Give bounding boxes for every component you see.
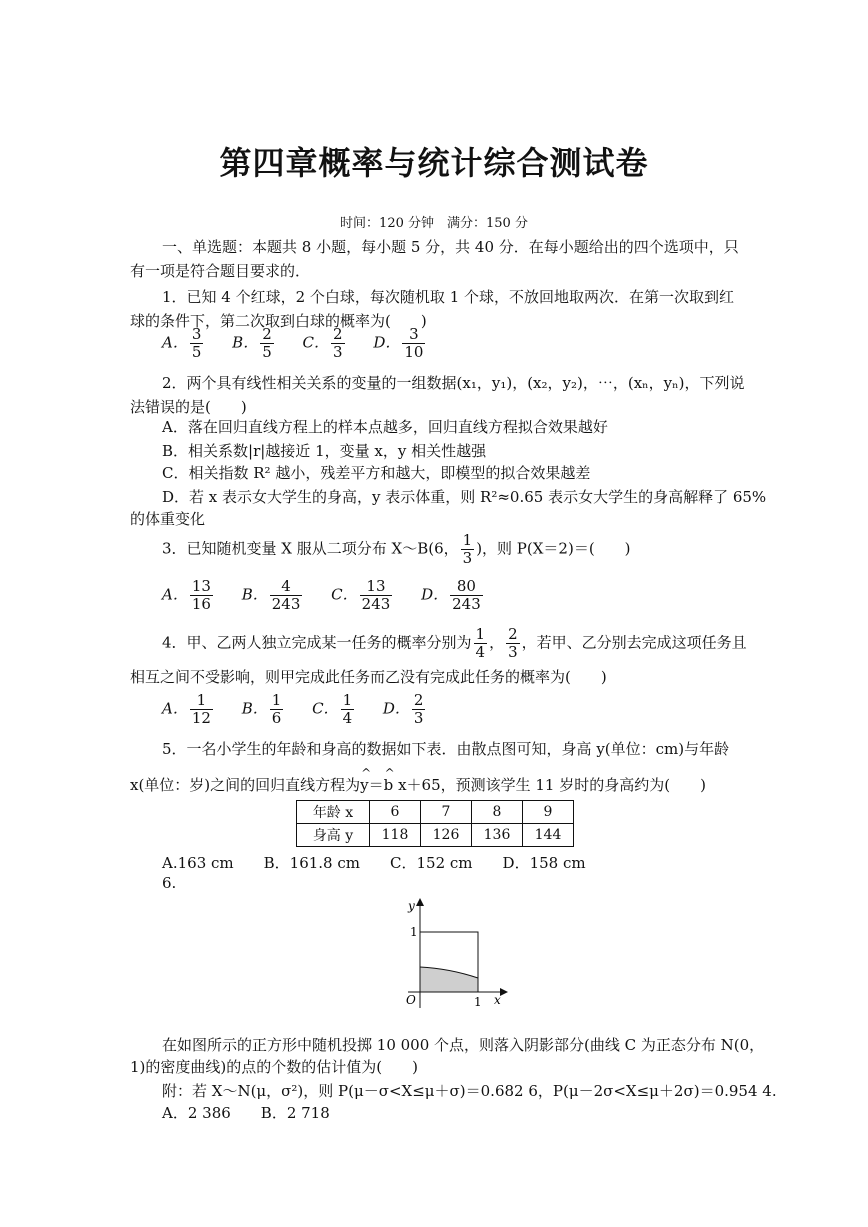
q2-line1: 2．两个具有线性相关关系的变量的一组数据(x₁，y₁)，(x₂，y₂)，⋯，(xₙ，yₙ)，下列说	[162, 374, 745, 392]
q3-option-a: A． $\frac{13}{16}$	[162, 577, 211, 613]
q3-option-c: C． $\frac{13}{243}$	[331, 577, 391, 613]
q5-line1: 5．一名小学生的年龄和身高的数据如下表．由散点图可知，身高 y(单位：cm)与年龄	[162, 740, 730, 758]
q1-line1: 1．已知 4 个红球，2 个白球，每次随机取 1 个球，不放回地取两次．在第一次取到红	[162, 288, 735, 306]
table-cell: 136	[472, 824, 523, 847]
q3-option-d: D． $\frac{80}{243}$	[421, 577, 481, 613]
y-axis-arrow	[416, 898, 424, 906]
q6-line1: 在如图所示的正方形中随机投掷 10 000 个点，则落入阴影部分(曲线 C 为正态分布 N(0，	[162, 1036, 765, 1054]
q2-option-a: A．落在回归直线方程上的样本点越多，回归直线方程拟合效果越好	[162, 418, 608, 436]
q6-options	[162, 1102, 330, 1123]
q5-options	[162, 852, 586, 873]
q5-option-b: B．161.8 cm	[263, 854, 360, 872]
table-row	[297, 824, 574, 847]
q1-option-b: B． $\frac{2}{5}$	[232, 325, 272, 361]
page-title: 第四章概率与统计综合测试卷	[219, 144, 649, 182]
table-cell: 7	[421, 801, 472, 824]
table-cell: 9	[523, 801, 574, 824]
q6-line2: 1)的密度曲线)的点的个数的估计值为( )	[130, 1058, 418, 1076]
q4-option-a: A． $\frac{1}{12}$	[162, 691, 211, 727]
q5-option-a: A.163 cm	[162, 854, 234, 872]
y-axis-label: y	[408, 899, 415, 913]
q4-option-c: C． $\frac{1}{4}$	[312, 691, 353, 727]
q2-option-b: B．相关系数|r|越接近 1，变量 x，y 相关性越强	[162, 442, 487, 460]
q2-option-d-line2: 的体重变化	[130, 510, 206, 528]
q2-option-c: C．相关指数 R² 越小，残差平方和越大，即模型的拟合效果越差	[162, 464, 591, 482]
q1-option-c: C． $\frac{2}{3}$	[302, 325, 343, 361]
q6-number: 6.	[162, 874, 177, 892]
q5-line2: x(单位：岁)之间的回归直线方程为^ y＝^ b x＋65，预测该学生 11 岁时的身高约为( )	[130, 774, 706, 795]
q4-option-b: B． $\frac{1}{6}$	[241, 691, 282, 727]
q4-line1: 4．甲、乙两人独立完成某一任务的概率分别为 $\frac{1}{4}$ ， $\frac{2}{3}$ ，若甲、乙分别去完成这项任务且	[162, 625, 747, 661]
exam-meta: 时间：120 分钟 满分：150 分	[340, 216, 528, 231]
y-tick-one: 1	[410, 925, 418, 939]
table-cell: 8	[472, 801, 523, 824]
q3-stem: 3．已知随机变量 X 服从二项分布 X～B(6， $\frac{1}{3}$ )，则 P(X＝2)＝( )	[162, 531, 631, 567]
q5-option-d: D．158 cm	[502, 854, 586, 872]
q4-options	[162, 692, 449, 727]
x-axis-arrow	[500, 988, 508, 996]
q6-option-a: A．2 386	[162, 1104, 231, 1122]
q6-note: 附：若 X～N(μ，σ²)，则 P(μ－σ<X≤μ＋σ)＝0.682 6，P(μ－2σ<X≤μ＋2σ)＝0.954 4.	[162, 1082, 777, 1100]
table-cell: 年龄 x	[297, 801, 370, 824]
q3-option-b: B． $\frac{4}{243}$	[241, 577, 301, 613]
q4-line2: 相互之间不受影响，则甲完成此任务而乙没有完成此任务的概率为( )	[130, 668, 607, 686]
q1-line2: 球的条件下，第二次取到白球的概率为( )	[130, 312, 427, 330]
section-heading-line2: 有一项是符合题目要求的．	[130, 262, 311, 280]
origin-label: O	[406, 993, 416, 1007]
x-axis-label: x	[494, 993, 501, 1007]
table-cell: 126	[421, 824, 472, 847]
q5-option-c: C．152 cm	[390, 854, 473, 872]
section-heading-line1: 一、单选题：本题共 8 小题，每小题 5 分，共 40 分．在每小题给出的四个选项中，只	[162, 238, 739, 256]
q3-options	[162, 578, 507, 613]
q2-option-d-line1: D．若 x 表示女大学生的身高，y 表示体重，则 R²≈0.65 表示女大学生的身高解释了 65%	[162, 488, 767, 506]
normal-curve-figure	[390, 896, 510, 1012]
q1-option-d: D． $\frac{3}{10}$	[373, 325, 424, 361]
table-row	[297, 801, 574, 824]
table-cell: 118	[370, 824, 421, 847]
q4-option-d: D． $\frac{2}{3}$	[382, 691, 424, 727]
q1-option-a: A． $\frac{3}{5}$	[162, 325, 202, 361]
q2-line2: 法错误的是( )	[130, 398, 247, 416]
table-cell: 144	[523, 824, 574, 847]
table-cell: 身高 y	[297, 824, 370, 847]
table-cell: 6	[370, 801, 421, 824]
x-tick-one: 1	[474, 995, 482, 1009]
q6-option-b: B．2 718	[260, 1104, 330, 1122]
q1-options	[162, 326, 449, 361]
age-height-table	[296, 800, 574, 847]
